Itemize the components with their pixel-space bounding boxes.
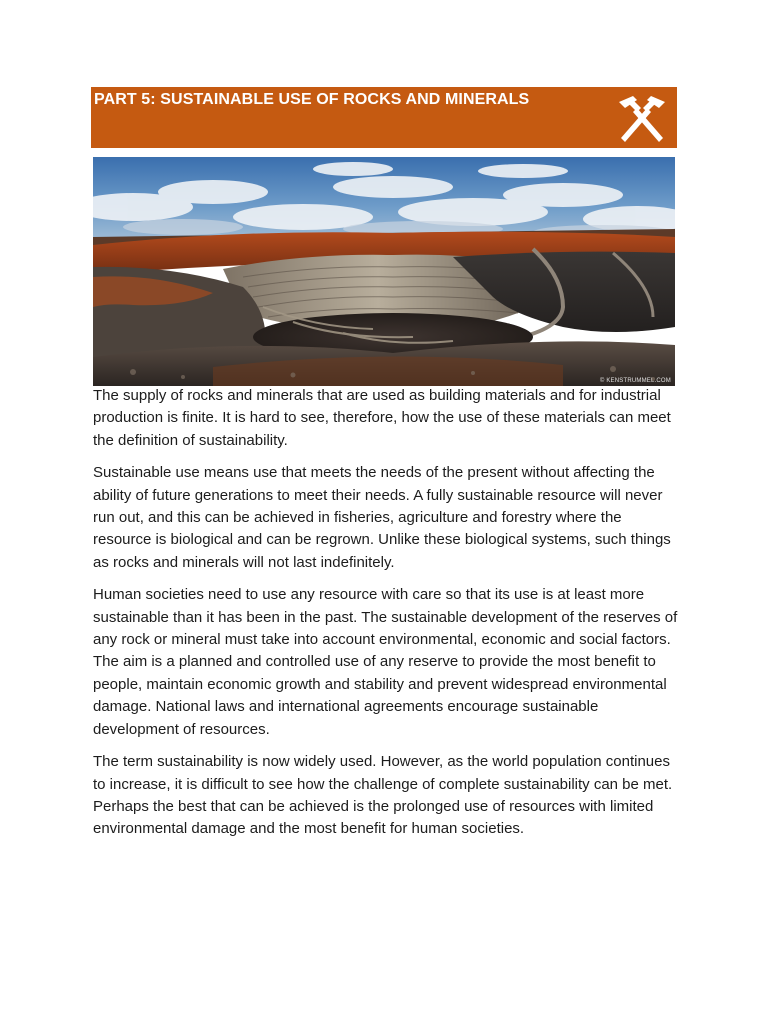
crossed-hammers-icon [613, 94, 671, 144]
body-text [93, 385, 679, 851]
paragraph: The term sustainability is now widely used. However, as the world population continues to increase, it is difficult to see how the challenge of complete sustainability can be met. Perhaps the best that can be achieved is the prolonged use of resources with limited environmental damage and the most benefit for human societies. [93, 753, 673, 838]
paragraph: The supply of rocks and minerals that are used as building materials and for industrial production is finite. It is hard to see, therefore, how the use of these materials can meet the definition of sustainability. [93, 387, 671, 449]
section-header [91, 87, 677, 148]
photo-credit: © KENSTRUMMEL.COM [599, 378, 671, 384]
paragraph: Sustainable use means use that meets the needs of the present without affecting the ability of future generations to meet their needs. A fully sustainable resource will never run out, and this can be achieved in fisheries, agriculture and forestry where the resource is biological and can be regrown. Unlike these biological systems, such things as rocks and minerals will not last indefinitely. [93, 464, 671, 571]
open-pit-mine-photo [93, 157, 675, 386]
paragraph: Human societies need to use any resource with care so that its use is at least more sustainable than it has been in the past. The sustainable development of the reserves of any rock or mineral must take into account environmental, economic and social factors. The aim is a planned and controlled use of any reserve to provide the most benefit to people, maintain economic growth and stability and prevent widespread environmental damage. National laws and international agreements encourage sustainable development of resources. [93, 586, 678, 738]
section-title: PART 5: SUSTAINABLE USE OF ROCKS AND MINERALS [94, 91, 530, 108]
